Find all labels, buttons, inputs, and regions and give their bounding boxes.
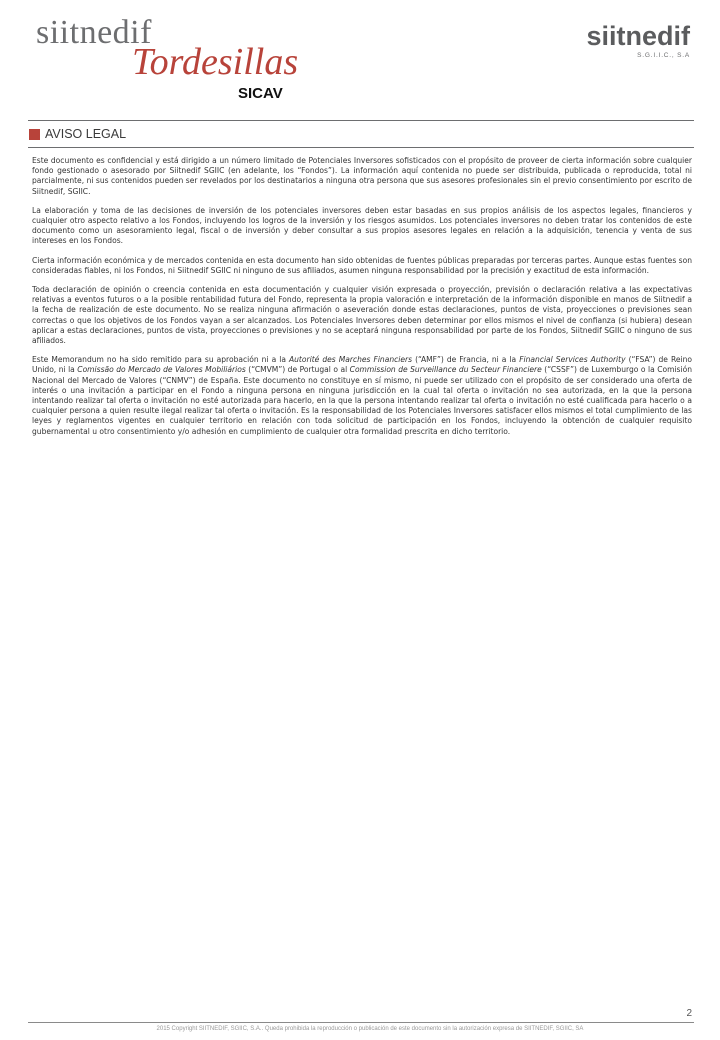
logo-right-subtitle: S.G.I.I.C., S.A (637, 52, 690, 59)
section-title: AVISO LEGAL (45, 127, 127, 141)
footer-divider (28, 1022, 694, 1023)
legal-paragraph-3: Cierta información económica y de mercados contenida en esta documento han sido obtenidas de fuentes públicas preparadas por terceras partes. Aunque estas fuentes son consideradas fiables, ni los Fondos, ni Siitnedif SGIIC ni ninguno de sus afiliados, asumen ninguna responsabilidad por la precisión y exactitud de esta información. (32, 255, 692, 275)
siitnedif-logo (586, 22, 690, 59)
logo-left-brand: siitnedif (36, 14, 152, 51)
legal-paragraph-2: La elaboración y toma de las decisiones de inversión de los potenciales inversores deben estar basadas en sus propios análisis de los aspectos legales, financieros y cualquier otro aspecto relativo a los Fondos, incluyendo los logros de la inversión y los riesgos asumidos. Los potenciales inversores no deben tratar los contenidos de este documento como un asesoramiento legal, fiscal o de inversión y deber consultar a sus propios asesores legales en relación a la adquisición, tenencia y venta de sus intereses en los Fondos. (32, 205, 692, 246)
logo-left-fund-name: Tordesillas (132, 41, 299, 83)
legal-notice-body (32, 156, 692, 446)
section-marker-icon (29, 129, 40, 140)
legal-paragraph-4: Toda declaración de opinión o creencia contenida en esta documentación y cualquier visión expresada o proyección, previsión o declaración relativa a las expectativas relativas a eventos futuros o a la posible rentabilidad futura del Fondo, representa la propia valoración e interpretación de la información disponible en manos de Siitnedif a la fecha de realización de este documento. No se realiza ninguna afirmación o aseveración donde estas declaraciones, puntos de vista, proyecciones o previsiones sean correctas o que los objetivos de los Fondos vayan a ser alcanzados. Los Potenciales Inversores deben determinar por ellos mismos el nivel de confianza (si hubiera) desean aplicar a estas declaraciones, puntos de vista, proyecciones o previsiones y no se aceptará ninguna responsabilidad por parte de los Fondos, Siitnedif SGIIC o ninguno de sus afiliados. (32, 285, 692, 346)
legal-paragraph-5: Este Memorandum no ha sido remitido para su aprobación ni a la Autorité des Marches Financiers (“AMF”) de Francia, ni a la Financial Services Authority (“FSA”) de Reino Unido, ni la Comissão do Mercado de Valores Mobiliários (“CMVM”) de Portugal o al Commission de Surveillance du Secteur Financiere (“CSSF”) de Luxemburgo o la Comisión Nacional del Mercado de Valores (“CNMV”) de España. Este documento no constituye en sí mismo, ni puede ser utilizado con el propósito de ser considerado una oferta de interés o una invitación a participar en el Fondo a ninguna persona en ninguna jurisdicción en la cual tal oferta o invitación no sea autorizada, en la que la persona intentando realizar tal oferta o invitación no esté autorizada para hacerlo, en la que la persona intentando realizar tal oferta o invitación no esté cualificada para hacerlo o a cualquier persona a quien resulte ilegal realizar tal oferta o invitación. Es la responsabilidad de los Potenciales Inversores satisfacer ellos mismos el total cumplimiento de las leyes y reglamentos vigentes en cualquier territorio en relación con toda solicitud de participación en los Fondos, incluyendo la obtención de cualquier requisito gubernamental u otro consentimiento y/o adhesión en cumplimiento de cualquier otra formalidad prescrita en dicho territorio. (32, 355, 692, 436)
legal-paragraph-1: Este documento es confidencial y está dirigido a un número limitado de Potenciales Inversores sofisticados con el propósito de proveer de cierta información sobre cualquier fondo gestionado o asesorado por Siitnedif SGIIC (en adelante, los “Fondos”). La información aquí contenida no puede ser distribuida, publicada o reproducida, total ni parcialmente, ni sus contenidos pueden ser revelados por los destinatarios a ninguna otra persona que sus asesores profesionales sin el previo consentimiento por escrito de Siitnedif, SGIIC. (32, 156, 692, 196)
section-header (28, 120, 694, 148)
logo-left-sicav: SICAV (238, 85, 283, 102)
footer-copyright: 2015 Copyright SIITNEDIF, SGIIC, S.A.. Queda prohibida la reproducción o publicación de este documento sin la autorización expresa de SIITNEDIF, SGIIC, SA (156, 1026, 584, 1032)
tordesillas-sicav-logo (36, 10, 299, 102)
page-number: 2 (686, 1008, 692, 1019)
logo-right-brand: siitnedif (586, 21, 690, 51)
